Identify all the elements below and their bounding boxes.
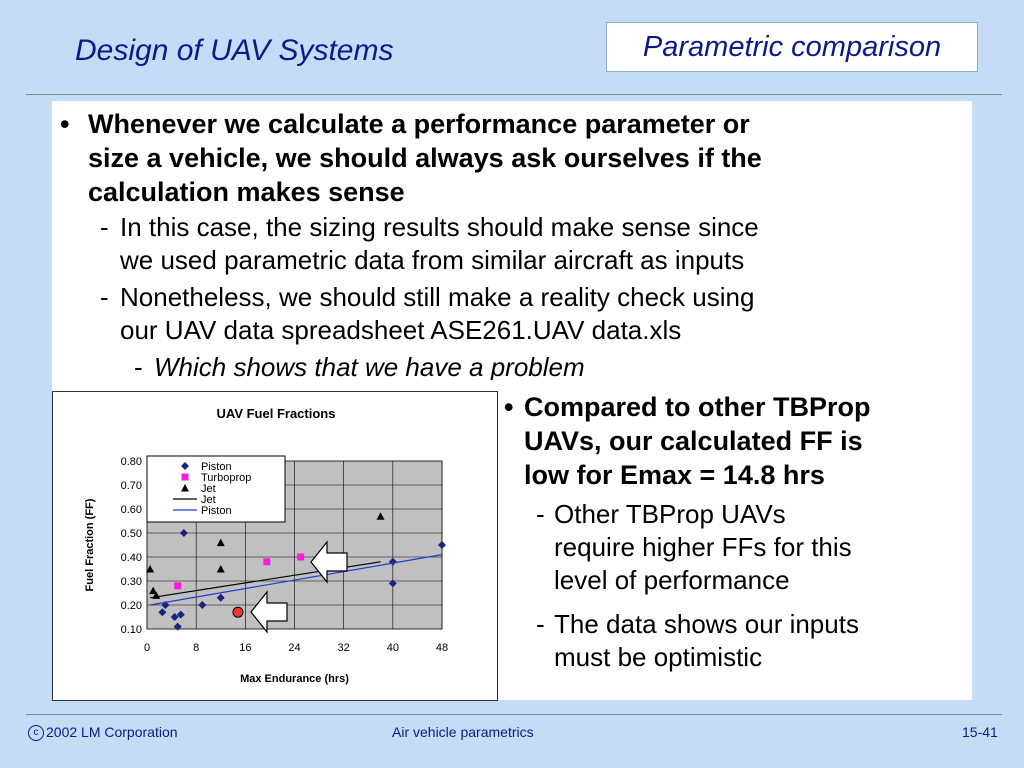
x-axis-label: Max Endurance (hrs) [240, 673, 349, 685]
content-panel-top [52, 101, 972, 380]
sub-bullet-3-line-2: require higher FFs for this [554, 532, 852, 562]
footer-copyright [28, 724, 178, 741]
fuel-fraction-chart [53, 392, 499, 702]
x-tick-label: 40 [386, 642, 399, 654]
y-tick-label: 0.80 [120, 456, 142, 468]
top-rule [26, 94, 1002, 95]
data-point-calculated [233, 607, 243, 617]
dash-marker: - [100, 212, 109, 242]
bullet-marker: • [60, 109, 70, 139]
slide-title: Design of UAV Systems [75, 34, 394, 67]
dash-marker: - [134, 352, 143, 380]
y-axis-label: Fuel Fraction (FF) [84, 498, 96, 592]
x-tick-label: 8 [193, 642, 200, 654]
sub-bullet-3-line-3: level of performance [554, 565, 790, 595]
sub-bullet-1-line-1: In this case, the sizing results should make sense since [120, 212, 759, 242]
chart-title: UAV Fuel Fractions [216, 406, 336, 421]
data-point-turboprop [263, 558, 270, 565]
x-tick-label: 24 [288, 642, 301, 654]
data-point-turboprop [297, 554, 304, 561]
sub-bullet-2-line-2: our UAV data spreadsheet ASE261.UAV data.xls [120, 315, 682, 345]
y-tick-label: 0.10 [120, 624, 142, 636]
y-tick-label: 0.30 [120, 576, 142, 588]
y-tick-label: 0.60 [120, 504, 142, 516]
chart-frame [52, 391, 498, 701]
legend-label: Jet [201, 494, 216, 506]
footer-center: Air vehicle parametrics [392, 724, 534, 740]
bullet-1-line-2: size a vehicle, we should always ask ourselves if the [88, 143, 762, 173]
bullet-2-line-1: Compared to other TBProp [524, 392, 871, 422]
legend-label: Piston [201, 505, 232, 517]
legend-label: Turboprop [201, 472, 252, 484]
copyright-symbol: c [28, 725, 44, 741]
sub-bullet-3-line-1: Other TBProp UAVs [554, 499, 786, 529]
dash-marker: - [100, 282, 109, 312]
data-point-turboprop [174, 582, 181, 589]
dash-marker: - [536, 609, 545, 639]
bullet-2-line-2: UAVs, our calculated FF is [524, 426, 863, 456]
dash-marker: - [536, 499, 545, 529]
y-tick-label: 0.20 [120, 600, 142, 612]
copyright-text: 2002 LM Corporation [46, 724, 178, 740]
bullet-marker: • [504, 392, 514, 422]
sub-sub-bullet-1-text: Which shows that we have a problem [154, 352, 585, 380]
x-tick-label: 32 [337, 642, 350, 654]
legend-marker [182, 474, 189, 481]
legend-label: Jet [201, 483, 216, 495]
x-tick-label: 16 [239, 642, 252, 654]
bottom-rule [26, 714, 1002, 715]
bullet-1-line-3: calculation makes sense [88, 177, 405, 207]
sub-bullet-1-line-2: we used parametric data from similar aircraft as inputs [120, 245, 745, 275]
page-number: 15-41 [962, 724, 998, 740]
topic-box: Parametric comparison [606, 22, 978, 72]
bullet-1-line-1: Whenever we calculate a performance parameter or [88, 109, 750, 139]
x-tick-label: 0 [143, 642, 151, 654]
sub-bullet-4-line-1: The data shows our inputs [554, 609, 859, 639]
y-tick-label: 0.50 [120, 528, 142, 540]
sub-bullet-4-line-2: must be optimistic [554, 642, 763, 672]
bullet-2-line-3: low for Emax = 14.8 hrs [524, 460, 825, 490]
x-tick-label: 48 [435, 642, 449, 654]
y-tick-label: 0.70 [120, 480, 142, 492]
sub-bullet-2-line-1: Nonetheless, we should still make a reality check using [120, 282, 755, 312]
y-tick-label: 0.40 [120, 552, 142, 564]
legend-label: Piston [201, 461, 232, 473]
